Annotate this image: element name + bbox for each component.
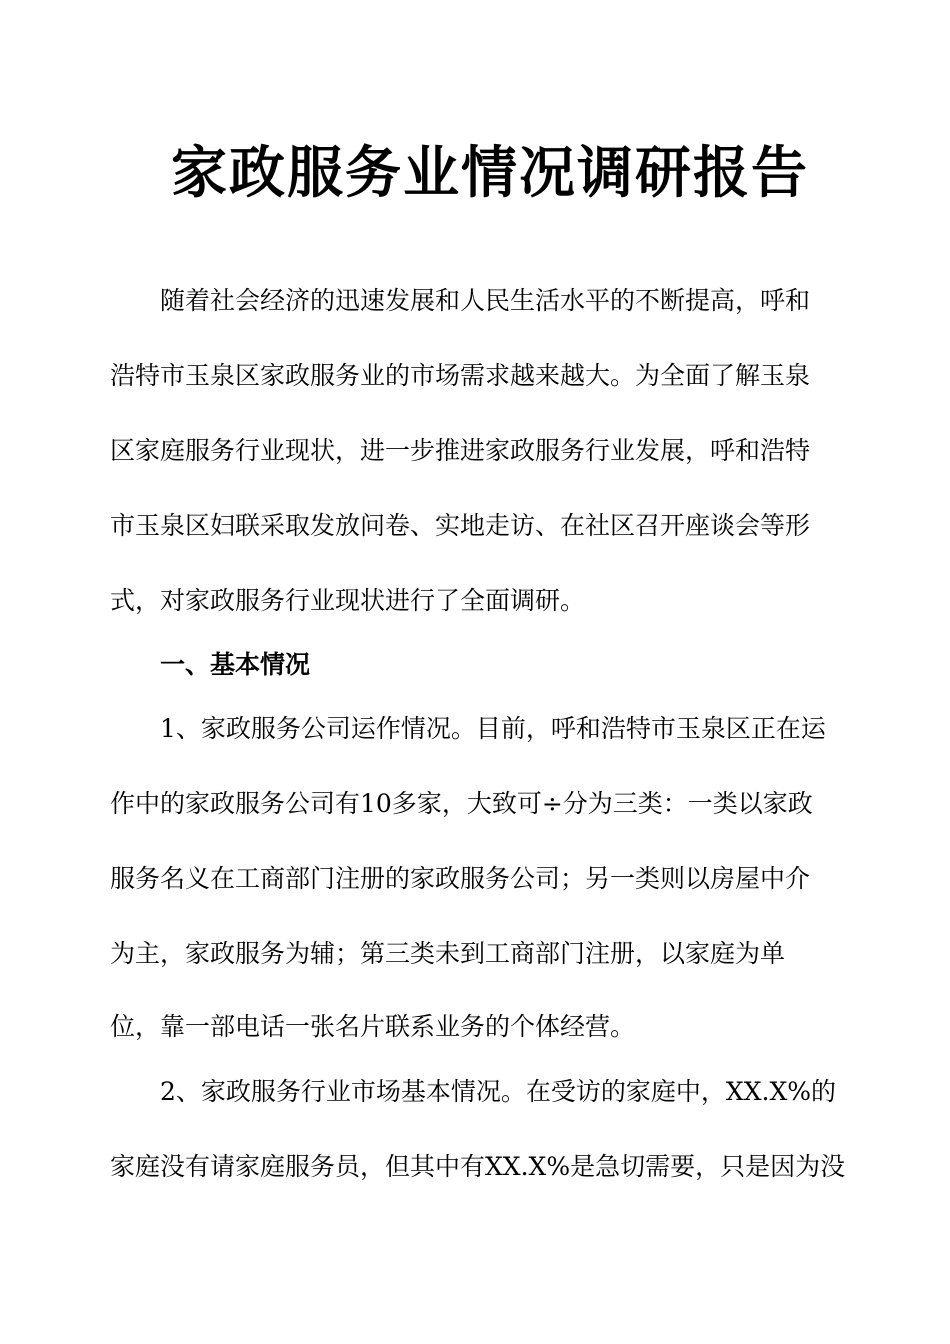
paragraph-line: 位，靠一部电话一张名片联系业务的个体经营。 [110,1012,636,1041]
paragraph-line: 市玉泉区妇联采取发放问卷、实地走访、在社区召开座谈会等形 [110,511,811,540]
paragraph-line: 家庭没有请家庭服务员，但其中有XX.X%是急切需要，只是因为没 [110,1152,846,1181]
paragraph-line: 2、家政服务行业市场基本情况。在受访的家庭中，XX.X%的 [160,1077,837,1106]
section-heading: 一、基本情况 [160,650,311,679]
paragraph-line: 1、家政服务公司运作情况。目前，呼和浩特市玉泉区正在运 [160,714,826,743]
paragraph-line: 式，对家政服务行业现状进行了全面调研。 [110,586,586,615]
paragraph-line: 区家庭服务行业现状，进一步推进家政服务行业发展，呼和浩特 [110,436,811,465]
paragraph-line: 浩特市玉泉区家政服务业的市场需求越来越大。为全面了解玉泉 [110,361,811,390]
paragraph-line: 随着社会经济的迅速发展和人民生活水平的不断提高，呼和 [160,286,811,315]
paragraph-line: 服务名义在工商部门注册的家政服务公司；另一类则以房屋中介 [110,864,811,893]
paragraph-line: 作中的家政服务公司有10多家，大致可÷分为三类：一类以家政 [110,789,813,818]
document-title: 家政服务业情况调研报告 [171,141,809,206]
paragraph-line: 为主，家政服务为辅；第三类未到工商部门注册，以家庭为单 [110,939,786,968]
